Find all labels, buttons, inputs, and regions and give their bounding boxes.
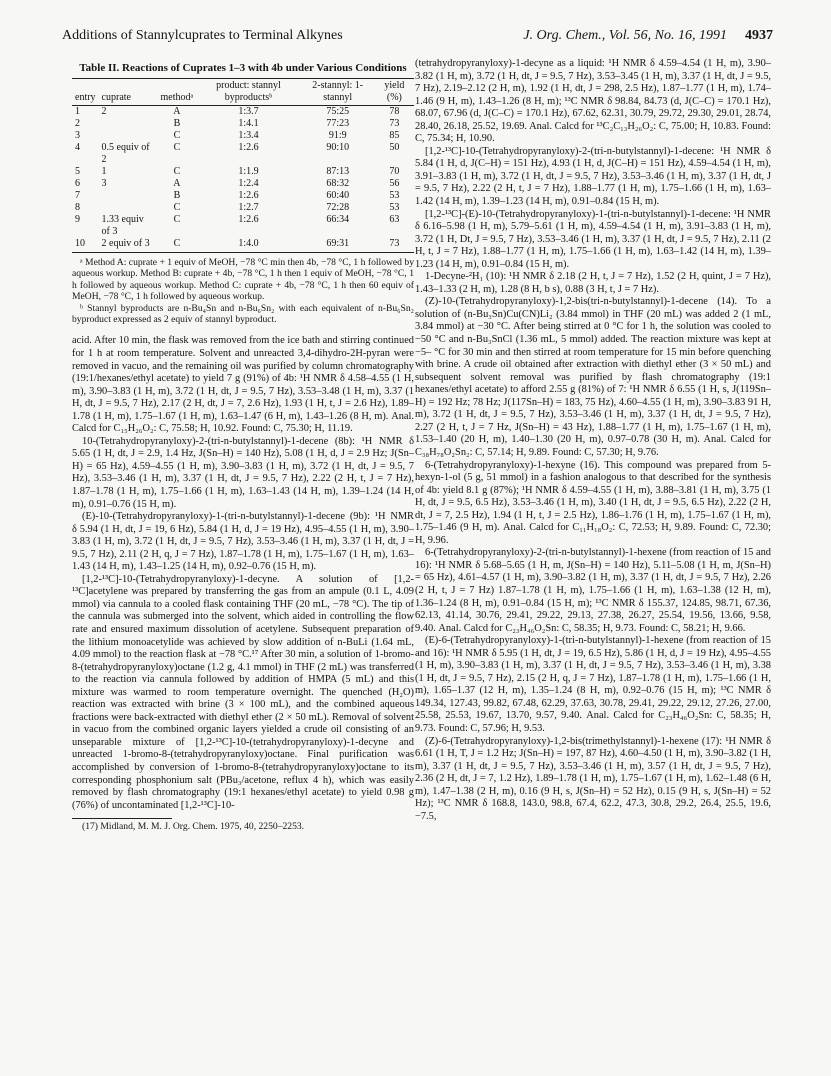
table-row — [72, 166, 414, 178]
table-cell-entry: 1 — [75, 106, 80, 117]
table-cell-method: A — [173, 178, 181, 189]
table-footnotes — [72, 257, 414, 325]
right-column — [415, 58, 771, 823]
table-cell-yield: 78 — [389, 106, 400, 117]
table-cell-yield: 53 — [389, 190, 400, 201]
table-row — [72, 118, 414, 130]
table-footnote-b: ᵇ Stannyl byproducts are n-Bu₄Sn and n-Bu₆Sn₂ with each equivalent of n-Bu₆Sn₂ byproduct expressed as 2 equiv of stannyl byproduct. — [72, 302, 414, 326]
table-cell-ratio: 72:28 — [326, 202, 350, 213]
table-cell-method: A — [173, 106, 181, 117]
table-cell-yield: 50 — [389, 142, 400, 153]
table-cell-ratio: 68:32 — [326, 178, 350, 189]
paragraph-14: (Z)-10-(Tetrahydropyranyloxy)-1,2-bis(tri-n-butylstannyl)-1-decene (14). To a solution of (n-Bu₃Sn)Cu(CN)Li₂ (3.84 mmol) in THF (20 mL) was added 2 (1 mL, 3.84 mmol) at −30 °C. After being stirred at 0 °C for 1 h, the solution was cooled to −50 °C and n-Bu₃SnCl (1.36 mL, 5 mmol) added. The reaction mixture was kept at −5– °C for 30 min and then stirred at room temperature for 15 min before quenching with brine. A crude oil obtained after extraction with diethyl ether (3 × 50 mL) and subsequent solvent removal was purified by flash chromatography (19:1 hexanes/ethyl acetate) to afford 2.55 g (81%) of 7: ¹H NMR δ 6.55 (1 H, s, J(119Sn–H) = 192 Hz; 78 Hz; J(117Sn–H) = 183, 75 Hz), 4.60–4.55 (1 H, m), 3.90–3.83 91 H, m), 3.72 (1 H, dt, J = 9.5, 7 Hz), 3.53–3.46 (1 H, m), 3.37 (1 H, dt, J = 9.5, 7 Hz), 2.27 (2 H, t, J = 7 Hz, J(Sn–H) = 43 Hz), 1.88–1.77 (1 H, m), 1.75–1.67 (1 H, m), 1.53–1.40 (20 H, m), 1.40–1.30 (20 H, m), 0.97–0.78 (30 H, m). Anal. Calcd for C₃₈H₇₈O₂Sn₂: C, 57.14; H, 9.89. Found: C, 57.30; H, 9.76. — [415, 296, 771, 458]
running-head: Additions of Stannylcuprates to Terminal Alkynes — [62, 28, 343, 43]
table-row — [72, 214, 414, 238]
table-cell-entry: 5 — [75, 166, 80, 177]
table-cell-cuprate — [99, 130, 158, 142]
table-cell-byproducts: 1:4.0 — [196, 238, 300, 253]
table-cell-method: C — [158, 238, 197, 253]
table-cell-cuprate: 3 — [101, 178, 107, 189]
table-cell-entry: 9 — [75, 214, 80, 225]
col-ratio: 2-stannyl: 1-stannyl — [301, 79, 375, 106]
col-byproducts: product: stannyl byproductsᵇ — [196, 79, 300, 106]
table-cell-byproducts: 1:2.6 — [238, 214, 259, 225]
table-cell-method: C — [173, 130, 181, 141]
table-cell-yield: 73 — [375, 238, 414, 253]
table-cell-entry: 6 — [75, 178, 80, 189]
table-cell-ratio: 66:34 — [326, 214, 350, 225]
paragraph-10: 1-Decyne-²H₁ (10): ¹H NMR δ 2.18 (2 H, t, J = 7 Hz), 1.52 (2 H, quint, J = 7 Hz), 1.43–1.33 (2 H, m), 1.28 (8 H, b s), 0.88 (3 H, t, J = 7 Hz). — [415, 271, 771, 295]
table-row — [72, 142, 414, 166]
page-number: 4937 — [745, 28, 773, 43]
left-column — [72, 58, 414, 832]
table-cell-cuprate: 2 — [101, 106, 107, 117]
table-cell-byproducts: 1:2.7 — [238, 202, 259, 213]
table-cell-ratio: 90:10 — [326, 142, 350, 153]
table-cell-cuprate: 1 — [101, 166, 107, 177]
col-yield: yield (%) — [375, 79, 414, 106]
table-cell-entry: 10 — [72, 238, 99, 253]
paragraph-1-stannyl-hexene: (E)-6-(Tetrahydropyranyloxy)-1-(tri-n-butylstannyl)-1-hexene (from reaction of 15 and 16): ¹H NMR δ 5.95 (1 H, dt, J = 19, 6.5 Hz), 5.86 (1 H, d, J = 19 Hz), 4.95–4.55 (1 H, m), 3.90–3.83 (1 H, m), 3.37 (1 H, dt, J = 9.5, 7 Hz), 3.53–3.46 (1 H, m), 3.38 (1 H, dt, J = 9.5, 7 Hz), 2.15 (2 H, q, J = 7 Hz), 1.87–1.78 (1 H, m), 1.75–1.66 (1 H, m), 1.65–1.37 (12 H, m), 1.35–1.24 (8 H, m), 0.92–0.76 (15 H, m); ¹³C NMR δ 149.34, 127.43, 99.82, 67.48, 62.29, 37.63, 30.78, 29.41, 29.22, 29.12, 27.26, 27.00, 25.58, 25.53, 19.67, 13.70, 9.57, 9.40. Anal. Calcd for C₂₃H₄₆O₂Sn: C, 58.35; H, 9.73. Found: C, 57.96; H, 9.53. — [415, 635, 771, 734]
table-cell-byproducts: 1:1.9 — [238, 166, 259, 177]
table-cell-method: C — [173, 202, 181, 213]
table-row — [72, 130, 414, 142]
paragraph-2-stannyl-hexene: 6-(Tetrahydropyranyloxy)-2-(tri-n-butylstannyl)-1-hexene (from reaction of 15 and 16): ¹H NMR δ 5.68–5.65 (1 H, m, J(Sn–H) = 140 Hz), 5.11–5.08 (1 H, m, J(Sn–H) = 65 Hz), 4.61–4.57 (1 H, m), 3.90–3.82 (1 H, m), 3.37 (1 H, dt, J = 9.5, 7 Hz), 2.26 (2 H, t, J = 7 Hz) 1.87–1.78 (1 H, m), 1.75–1.66 (1 H, m), 1.63–1.38 (12 H, m), 1.36–1.24 (8 H, m), 0.91–0.84 (15 H, m); ¹³C NMR δ 155.37, 124.85, 98.71, 67.36, 62.13, 41.14, 30.76, 29.41, 29.22, 29.13, 27.38, 26.27, 25.54, 19.56, 13.66, 9.58, 9.40. Anal. Calcd for C₂₃H₄₆O₂Sn: C, 58.35; H, 9.73. Found: C, 58.21; H, 9.66. — [415, 547, 771, 634]
table-cell-cuprate: 2 equiv of 3 — [99, 238, 158, 253]
table-row — [72, 190, 414, 202]
table-row — [72, 238, 414, 253]
table-cell-method: B — [173, 190, 181, 201]
paragraph-16: 6-(Tetrahydropyranyloxy)-1-hexyne (16). This compound was prepared from 5-hexyn-1-ol (5 g, 51 mmol) in a fashion analogous to that described for the synthesis of 4b: yield 8.1 g (87%); ¹H NMR δ 4.59–4.55 (1 H, m), 3.88–3.81 (1 H, m), 3.75 (1 H, dt, J = 9.5, 6.5 Hz), 3.53–3.46 (1 H, m), 3.40 (1 H, dt, J = 9.5, 6.5 Hz), 2.22 (2 H, dt, J = 7, 2.5 Hz), 1.94 (1 H, t, J = 2.5 Hz), 1.86–1.76 (1 H, m), 1.75–1.67 (1 H, m), 1.75–1.46 (9 H, m). Anal. Calcd for C₁₁H₁₈O₂: C, 72.53; H, 9.89. Found: C, 72.30; H, 9.96. — [415, 459, 771, 546]
table-row — [72, 202, 414, 214]
table-cell-method: C — [173, 214, 181, 225]
journal-citation: J. Org. Chem., Vol. 56, No. 16, 1991 — [523, 28, 727, 43]
table-cell-cuprate: 0.5 equiv of 2 — [101, 142, 150, 165]
table-cell-yield: 63 — [389, 214, 400, 225]
footnote-17: (17) Midland, M. M. J. Org. Chem. 1975, 40, 2250–2253. — [82, 821, 305, 833]
table-cell-ratio: 87:13 — [326, 166, 350, 177]
table-cell-entry: 8 — [75, 202, 80, 213]
table-cell-entry: 2 — [75, 118, 80, 129]
table-cell-byproducts: 1:3.4 — [238, 130, 259, 141]
table-body — [72, 106, 414, 253]
table-cell-entry: 7 — [75, 190, 80, 201]
paragraph-decyne-liquid: (tetrahydropyranyloxy)-1-decyne as a liquid: ¹H NMR δ 4.59–4.54 (1 H, m), 3.90–3.82 (1 H, m), 3.72 (1 H, dt, J = 9.5, 7 Hz), 3.53–3.45 (1 H, m), 3.37 (1 H, dt, J = 9.5, 7 Hz), 2.19–2.12 (2 H, m), 1.92 (1 H, dt, J = 298, 2.5 Hz), 1.87–1.77 (1 H, m), 1.74–1.46 (9 H, m), 1.43–1.26 (8 H, m); ¹³C NMR δ 98.84, 84.73 (d, J(C–C) = 170.1 Hz), 68.07, 67.96 (d, J(C–C) = 170.1 Hz), 67.62, 62.31, 30.79, 29.72, 29.30, 29.01, 28.74, 28.40, 26.18, 25.52, 19.69. Anal. Calcd for ¹³C₂C₁₃H₂₆O₂: C, 75.00; H, 10.83. Found: C, 75.34; H, 10.90. — [415, 58, 771, 145]
table-cell-byproducts: 1:2.6 — [238, 142, 259, 153]
table-cell-byproducts: 1:2.6 — [238, 190, 259, 201]
paragraph-4b: acid. After 10 min, the flask was removed from the ice bath and stirring continued for 1 h at room temperature. Solvent and unreacted 3,4-dihydro-2H-pyran were removed in vacuo, and the remaining oil was purified by column chromatography (19:1/hexanes/ethyl acetate) to yield 7 g (91%) of 4b: ¹H NMR δ 4.58–4.55 (1 H, m), 3.90–3.83 (1 H, m), 3.72 (1 H, dt, J = 9.5, 7 Hz), 3.53–3.48 (1 H, m), 3.37 (1 H, dt, J = 9.5, 7 Hz), 2.17 (2 H, dt, J = 7, 2.6 Hz), 1.93 (1 H, t, J = 2.6 Hz), 1.89–1.78 (1 H, m), 1.75–1.67 (1 H, m), 1.63–1.47 (6 H, m), 1.43–1.26 (8 H, m). Anal. Calcd for C₁₅H₂₆O₂: C, 75.58; H, 10.92. Found: C, 75.30; H, 11.19. — [72, 335, 414, 435]
table-cell-entry: 3 — [75, 130, 80, 141]
table-row — [72, 106, 414, 119]
col-method: methodᵃ — [158, 79, 197, 106]
table-cell-method: C — [173, 142, 181, 153]
table-cell-yield: 53 — [389, 202, 400, 213]
paragraph-17: (Z)-6-(Tetrahydropyranyloxy)-1,2-bis(trimethylstannyl)-1-hexene (17): ¹H NMR δ 6.61 (1 H, T, J = 1.2 Hz; J(Sn–H) = 197, 87 Hz), 4.60–4.50 (1 H, m), 3.90–3.82 (1 H, m), 3.37 (1 H, dt, J = 9.5, 7 Hz), 3.53–3.46 (1 H, m), 3.57 (1 H, dt, J = 9.5, 7 Hz), 2.36 (2 H, dt, J = 7, 1.2 Hz), 1.89–1.78 (1 H, m), 1.75–1.67 (1 H, m), 1.62–1.48 (6 H, m), 1.47–1.38 (2 H, m), 0.16 (9 H, s, J(Sn–H) = 52 Hz), 0.15 (9 H, s, J(Sn–H) = 52 Hz); ¹³C NMR δ 168.8, 143.0, 98.8, 67.4, 62.2, 47.3, 30.8, 29.2, 26.4, 25.5, 19.6, −7.5, — [415, 735, 771, 822]
page-header — [62, 28, 773, 46]
table-cell-method: B — [173, 118, 181, 129]
table-cell-ratio: 91:9 — [328, 130, 347, 141]
table-cell-yield: 73 — [389, 118, 400, 129]
table-cell-byproducts: 1:4.1 — [238, 118, 259, 129]
paragraph-8b: 10-(Tetrahydropyranyloxy)-2-(tri-n-butylstannyl)-1-decene (8b): ¹H NMR δ 5.65 (1 H, dt, J = 2.9, 1.4 Hz, J(Sn–H) = 140 Hz), 5.08 (1 H, d, J = 2.9 Hz; J(Sn–H) = 65 Hz), 4.59–4.55 (1 H, m), 3.90–3.83 (1 H, m), 3.72 (1 H, dt, J = 9.5, 7 Hz), 3.53–3.46 (1 H, m), 3.37 (1 H, dt, J = 9.5, 7 Hz), 2.22 (2 H, t, J = 7 Hz), 1.87–1.78 (1 H, m), 1.75–1.66 (1 H, m), 1.63–1.43 (14 H, m), 1.39–1.24 (14 H, m), 0.91–0.76 (15 H, m). — [72, 435, 414, 510]
table-cell-ratio: 69:31 — [301, 238, 375, 253]
col-cuprate: cuprate — [99, 79, 158, 106]
table-title: Table II. Reactions of Cuprates 1–3 with 4b under Various Conditions — [79, 62, 407, 74]
table-cell-ratio: 60:40 — [326, 190, 350, 201]
table-cell-byproducts: 1:2.4 — [238, 178, 259, 189]
table-cell-cuprate — [99, 202, 158, 214]
table-cell-ratio: 77:23 — [326, 118, 350, 129]
table-cell-cuprate: 1.33 equiv of 3 — [101, 214, 144, 237]
table-cell-yield: 56 — [389, 178, 400, 189]
reactions-table — [72, 78, 414, 253]
table-row — [72, 178, 414, 190]
paragraph-13c-2-stannyl: [1,2-¹³C]-10-(Tetrahydropyranyloxy)-2-(tri-n-butylstannyl)-1-decene: ¹H NMR δ 5.84 (1 H, d, J(C–H) = 151 Hz), 4.93 (1 H, d, J(C–H) = 151 Hz), 4.59–4.54 (1 H, m), 3.91–3.83 (1 H, m), 3.72 (1 H, dt, J = 9.5, 7 Hz), 3.53–3.46 (1 H, m), 3.37 (1 H, dt, J = 9.5, 7 Hz), 2.22 (2 H, t, J = 7 Hz), 1.88–1.77 (1 H, m), 1.75–1.66 (1 H, m), 1.63–1.42 (14 H, m), 1.39–1.23 (14 H, m), 0.91–0.84 (15 H, m). — [415, 145, 771, 208]
paragraph-13c-1-stannyl: [1,2-¹³C]-(E)-10-(Tetrahydropyranyloxy)-1-(tri-n-butylstannyl)-1-decene: ¹H NMR δ 6.16–5.98 (1 H, m), 5.79–5.61 (1 H, m), 4.59–4.54 (1 H, m), 3.91–3.83 (1 H, m), 3.72 (1 H, Dt, J = 9.5, 7 Hz), 3.53–3.46 (1 H, m), 3.37 (1 H, dt, J = 9.5, 7 Hz), 2.11 (2 H, t, J = 7 Hz), 1.88–1.77 (1 H, m), 1.75–1.66 (1 H, m), 1.63–1.42 (14 H, m), 1.39–1.23 (14 H, m), 0.91–0.84 (15 H, m). — [415, 208, 771, 270]
table-cell-ratio: 75:25 — [326, 106, 350, 117]
table-cell-yield: 85 — [389, 130, 400, 141]
paragraph-13c-decyne: [1,2-¹³C]-10-(Tetrahydropyranyloxy)-1-decyne. A solution of [1,2-¹³C]acetylene was prepared by transferring the gas from an ampule (0.1 L, 4.09 mmol) via cannula to a cooled flask containing THF (20 mL, −78 °C). The tip of the cannula was submerged into the solvent, which aided in controlling the flow rate and ensured maximum dissolution of acetylene. Subsequent preparation of the lithium monoacetylide was achieved by slow addition of n-BuLi (1.64 mL, 4.09 mmol) to the reaction flask at −78 °C.¹⁷ After 30 min, a solution of 1-bromo-8-(tetrahydropyranyloxy)octane (1.2 g, 4.1 mmol) in THF (2 mL) was transferred to the reaction via cannula followed by addition of HMPA (5 mL) and this mixture was warmed to room temperature overnight. The quenched (H₂O) reaction was extracted with brine (3 × 100 mL), and the combined aqueous fractions were back-extracted with diethyl ether (2 × 50 mL). Removal of solvent in vacuo from the combined organic layers yielded a crude oil consisting of an unseparable mixture of [1,2-¹³C]-10-(tetrahydropyranyloxy)-1-decyne and unreacted 1-bromo-8-(tetrahydropyranyloxy)octane. Final purification was accomplished by conversion of 1-bromo-8-(tetrahydropyranyloxy)octane to its corresponding phosphonium salt (PBu₃/acetone, reflux 4 h), which was easily removed by flash chromatography (19:1 hexanes/ethyl acetate) to yield 0.98 g (76%) of uncontaminated [1,2-¹³C]-10- — [72, 573, 414, 811]
col-entry: entry — [72, 79, 99, 106]
table-cell-cuprate — [99, 190, 158, 202]
table-cell-byproducts: 1:3.7 — [238, 106, 259, 117]
table-cell-entry: 4 — [75, 142, 80, 153]
table-cell-cuprate — [99, 118, 158, 130]
paragraph-9b: (E)-10-(Tetrahydropyranyloxy)-1-(tri-n-butylstannyl)-1-decene (9b): ¹H NMR δ 5.94 (1 H, dt, J = 19, 6 Hz), 5.84 (1 H, d, J = 19 Hz), 4.95–4.55 (1 H, m), 3.90–3.83 (1 H, m), 3.72 (1 H, dt, J = 9.5, 7 Hz), 3.53–3.46 (1 H, m), 3.37 (1 H, dt, J = 9.5, 7 Hz), 2.11 (2 H, q, J = 7 Hz), 1.87–1.78 (1 H, m), 1.75–1.67 (1 H, m), 1.63–1.43 (14 H, m), 1.43–1.25 (14 H, m), 0.92–0.76 (15 H, m). — [72, 511, 414, 573]
table-cell-yield: 70 — [389, 166, 400, 177]
table-cell-method: C — [173, 166, 181, 177]
table-footnote-a: ᵃ Method A: cuprate + 1 equiv of MeOH, −78 °C min then 4b, −78 °C, 1 h followed by aqueous workup. Method B: cuprate + 4b, −78 °C, 1 h then 1 equiv of MeOH, −78 °C, 1 h followed by aqueous workup. Method C: cuprate + 4b, −78 °C, 1 h then 60 equiv of MeOH, −78 °C, 1 h followed by aqueous workup. — [72, 257, 414, 303]
footnote-rule — [72, 818, 172, 819]
